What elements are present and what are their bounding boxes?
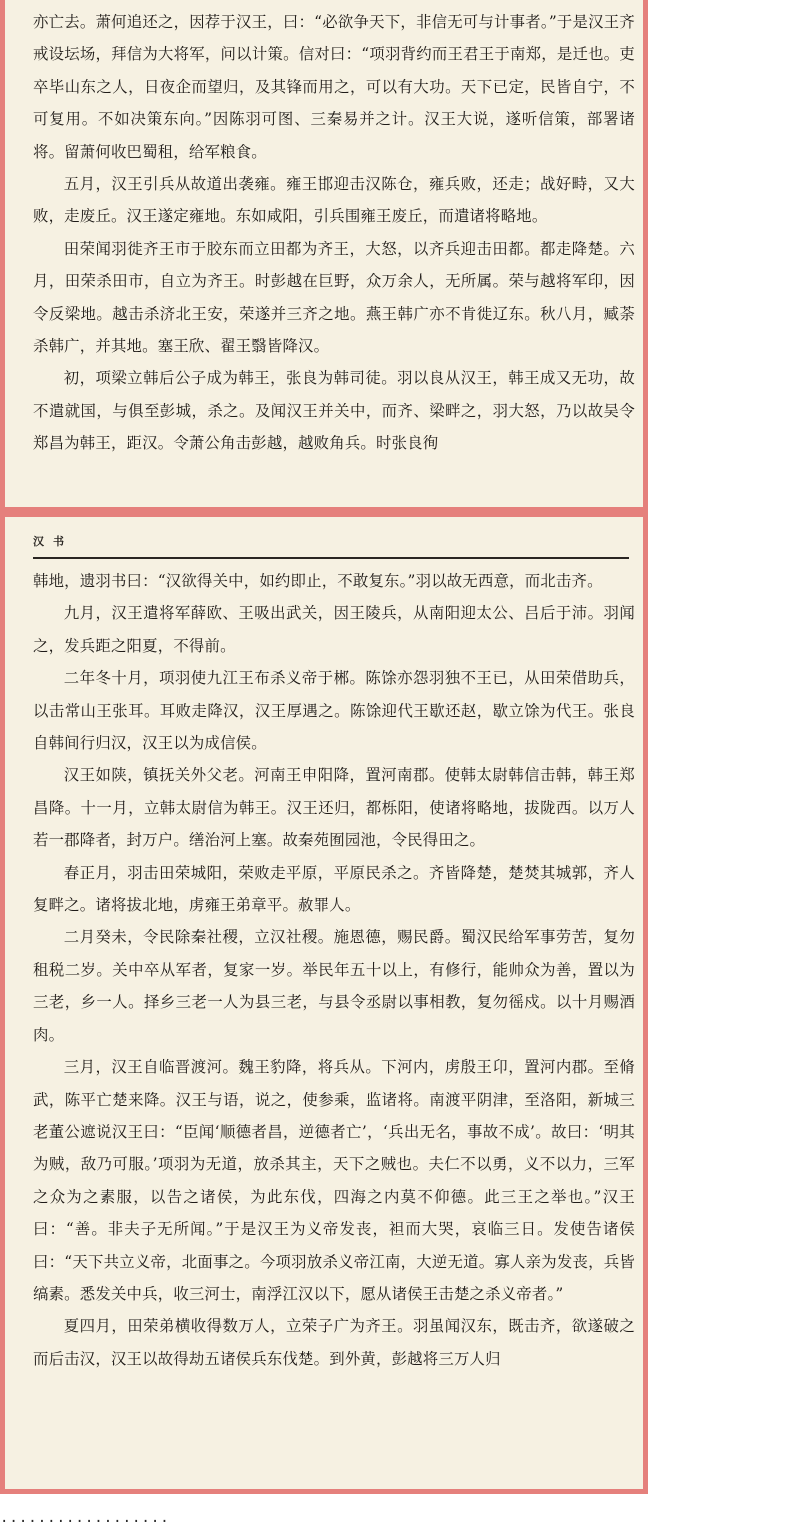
book-page-bottom [0,512,648,1494]
page-top-text [33,6,635,460]
paragraph: 春正月，羽击田荣城阳，荣败走平原，平原民杀之。齐皆降楚，楚焚其城郭，齐人复畔之。诸将拔北地，虏雍王弟章平。赦罪人。 [33,863,635,915]
paragraph: 夏四月，田荣弟横收得数万人，立荣子广为齐王。羽虽闻汉东，既击齐，欲遂破之而后击汉，汉王以故得劫五诸侯兵东伐楚。到外黄，彭越将三万人归 [33,1317,635,1368]
paragraph: 田荣闻羽徙齐王市于胶东而立田都为齐王，大怒，以齐兵迎击田都。都走降楚。六月，田荣杀田市，自立为齐王。时彭越在巨野，众万余人，无所属。荣与越将军印，因令反梁地。越击杀济北王安，荣遂并三齐之地。燕王韩广亦不肯徙辽东。秋八月，臧荼杀韩广，并其地。塞王欣、翟王翳皆降汉。 [33,239,635,356]
paragraph: 亦亡去。萧何追还之，因荐于汉王，曰：“必欲争天下，非信无可与计事者。”于是汉王齐戒设坛场，拜信为大将军，问以计策。信对曰：“项羽背约而王君王于南郑，是迁也。吏卒毕山东之人，日夜企而望归，及其锋而用之，可以有大功。天下已定，民皆自宁，不可复用。不如决策东向。”因陈羽可图、三秦易并之计。汉王大说，遂听信策，部署诸将。留萧何收巴蜀租，给军粮食。 [33,13,635,161]
paragraph: 九月，汉王遣将军薛欧、王吸出武关，因王陵兵，从南阳迎太公、吕后于沛。羽闻之，发兵距之阳夏，不得前。 [33,604,635,655]
paragraph: 二月癸未，令民除秦社稷，立汉社稷。施恩德，赐民爵。蜀汉民给军事劳苦，复勿租税二岁。关中卒从军者，复家一岁。举民年五十以上，有修行，能帅众为善，置以为三老，乡一人。择乡三老一人为县三老，与县令丞尉以事相教，复勿徭戍。以十月赐酒肉。 [33,928,635,1044]
running-header-title: 汉书 [33,535,73,548]
running-header [33,531,629,559]
book-page-top [0,0,648,512]
paragraph: 五月，汉王引兵从故道出袭雍。雍王邯迎击汉陈仓，雍兵败，还走；战好畤，又大败，走废丘。汉王遂定雍地。东如咸阳，引兵围雍王废丘，而遣诸将略地。 [33,175,635,226]
paragraph: 初，项梁立韩后公子成为韩王，张良为韩司徒。羽以良从汉王，韩王成又无功，故不遣就国，与俱至彭城，杀之。及闻汉王并关中，而齐、梁畔之，羽大怒，乃以故吴令郑昌为韩王，距汉。令萧公角击彭越，越败角兵。时张良徇 [33,369,635,453]
paragraph: 二年冬十月，项羽使九江王布杀义帝于郴。陈馀亦怨羽独不王已，从田荣借助兵，以击常山王张耳。耳败走降汉，汉王厚遇之。陈馀迎代王歇还赵，歇立馀为代王。张良自韩间行归汉，汉王以为成信侯。 [33,669,635,753]
dotted-footer-line: .................. [0,1510,170,1526]
paragraph: 韩地，遗羽书曰：“汉欲得关中，如约即止，不敢复东。”羽以故无西意，而北击齐。 [33,572,603,590]
paragraph: 三月，汉王自临晋渡河。魏王豹降，将兵从。下河内，虏殷王卬，置河内郡。至脩武，陈平亡楚来降。汉王与语，说之，使参乘，监诸将。南渡平阴津，至洛阳，新城三老董公遮说汉王曰：“臣闻‘顺德者昌，逆德者亡’，‘兵出无名，事故不成’。故曰：‘明其为贼，敌乃可服。’项羽为无道，放杀其主，天下之贼也。夫仁不以勇，义不以力，三军之众为之素服，以告之诸侯，为此东伐，四海之内莫不仰德。此三王之举也。”汉王曰：“善。非夫子无所闻。”于是汉王为义帝发丧，袒而大哭，哀临三日。发使告诸侯曰：“天下共立义帝，北面事之。今项羽放杀义帝江南，大逆无道。寡人亲为发丧，兵皆缟素。悉发关中兵，收三河士，南浮江汉以下，愿从诸侯王击楚之杀义帝者。” [33,1058,635,1303]
paragraph: 汉王如陕，镇抚关外父老。河南王申阳降，置河南郡。使韩太尉韩信击韩，韩王郑昌降。十一月，立韩太尉信为韩王。汉王还归，都栎阳，使诸将略地，拔陇西。以万人若一郡降者，封万户。缮治河上塞。故秦苑囿园池，令民得田之。 [33,766,635,850]
page-bottom-text [33,565,635,1375]
